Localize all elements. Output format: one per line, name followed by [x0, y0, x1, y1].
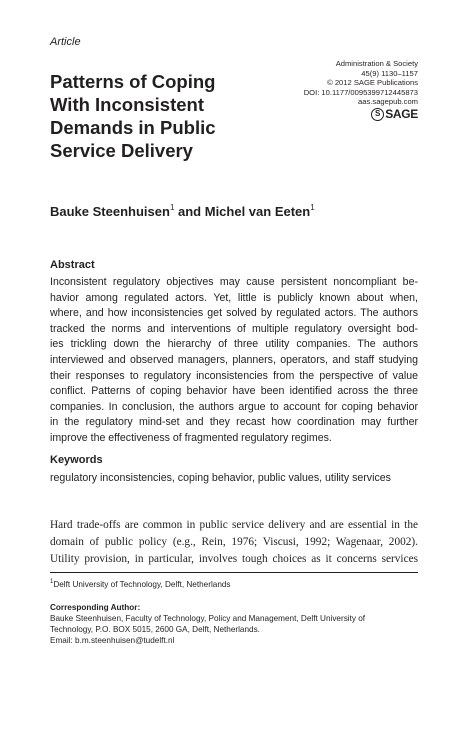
article-type-label: Article: [50, 36, 81, 48]
journal-metadata: [304, 59, 418, 107]
author-name: Michel van Eeten: [204, 204, 311, 219]
doi: DOI: 10.1177/0095399712445873: [303, 87, 418, 97]
body-line: domain of public policy (e.g., Rein, 1976; Viscusi, 1992; Wagenaar, 2002).: [50, 536, 418, 548]
copyright: © 2012 SAGE Publications: [327, 78, 418, 88]
sage-logo: [371, 107, 418, 121]
author-name: Bauke Steenhuisen: [50, 204, 170, 219]
abstract-line: conflict. Patterns of coping behavior have been identified across the three: [50, 385, 418, 398]
sage-logo-icon: S: [371, 108, 384, 121]
abstract-line: ies trickling down the hierarchy of three utility companies. The authors: [50, 338, 418, 351]
author-joiner: and: [174, 204, 205, 219]
abstract-line: tracked the norms and interventions of multiple regulatory oversight bod-: [50, 322, 418, 335]
abstract-line: their responses to regulatory inconsistencies from the perspective of value: [50, 369, 418, 382]
body-line: Hard trade-offs are common in public service delivery and are essential in the: [50, 519, 418, 531]
introduction-paragraph: [50, 517, 418, 568]
corresponding-author: [50, 602, 365, 646]
affiliation-text: Delft University of Technology, Delft, Netherlands: [53, 580, 231, 589]
corresponding-line: Technology, P.O. BOX 5015, 2600 GA, Delft, Netherlands.: [50, 625, 260, 634]
abstract-line: havior among regulated actors. Yet, little is publicly known about when,: [50, 291, 418, 304]
footnote-divider: [50, 572, 418, 573]
journal-website: aas.sagepub.com: [358, 97, 418, 107]
body-line: Utility provision, in particular, involves tough choices as it concerns services: [50, 553, 418, 565]
corresponding-email: Email: b.m.steenhuisen@tudelft.nl: [50, 636, 175, 645]
keywords-heading: Keywords: [50, 454, 103, 466]
abstract-line: improve the effectiveness of fragmented regulatory regimes.: [50, 431, 332, 444]
corresponding-line: Bauke Steenhuisen, Faculty of Technology, Policy and Management, Delft University of: [50, 614, 366, 623]
affiliation-marker: 1: [310, 203, 315, 212]
title-line: Demands in Public: [50, 117, 216, 138]
abstract-line: interviewed and observed managers, planners, operators, and staff studying: [50, 353, 418, 366]
title-line: Patterns of Coping: [50, 71, 216, 92]
abstract-body: [50, 275, 418, 447]
journal-name: Administration & Society: [335, 59, 418, 68]
abstract-line: Inconsistent regulatory objectives may cause persistent noncompliant be-: [50, 276, 418, 288]
keywords-list: [50, 471, 418, 487]
title-line: With Inconsistent: [50, 94, 204, 115]
title-line: Service Delivery: [50, 140, 193, 161]
abstract-heading: Abstract: [50, 259, 95, 271]
abstract-line: where, and how inconsistencies get solved by regulated actors. The authors: [50, 307, 418, 320]
affiliation-footnote: [50, 577, 231, 590]
author-line: [50, 203, 315, 219]
affiliation-marker: 1: [169, 203, 175, 212]
corresponding-heading: Corresponding Author:: [50, 603, 141, 612]
volume-pages: 45(9) 1130–1157: [361, 68, 418, 78]
affiliation-line: [50, 577, 231, 590]
sage-logo-text: SAGE: [385, 107, 418, 121]
affiliation-marker: 1: [50, 579, 54, 585]
keywords-text: regulatory inconsistencies, coping behavior, public values, utility services: [50, 472, 391, 484]
article-title: [50, 70, 270, 162]
abstract-line: companies. In conclusion, the authors argue to account for coping behavior: [50, 400, 418, 413]
abstract-line: in the regulatory mind-set and they recast how coordination may further: [50, 416, 418, 429]
